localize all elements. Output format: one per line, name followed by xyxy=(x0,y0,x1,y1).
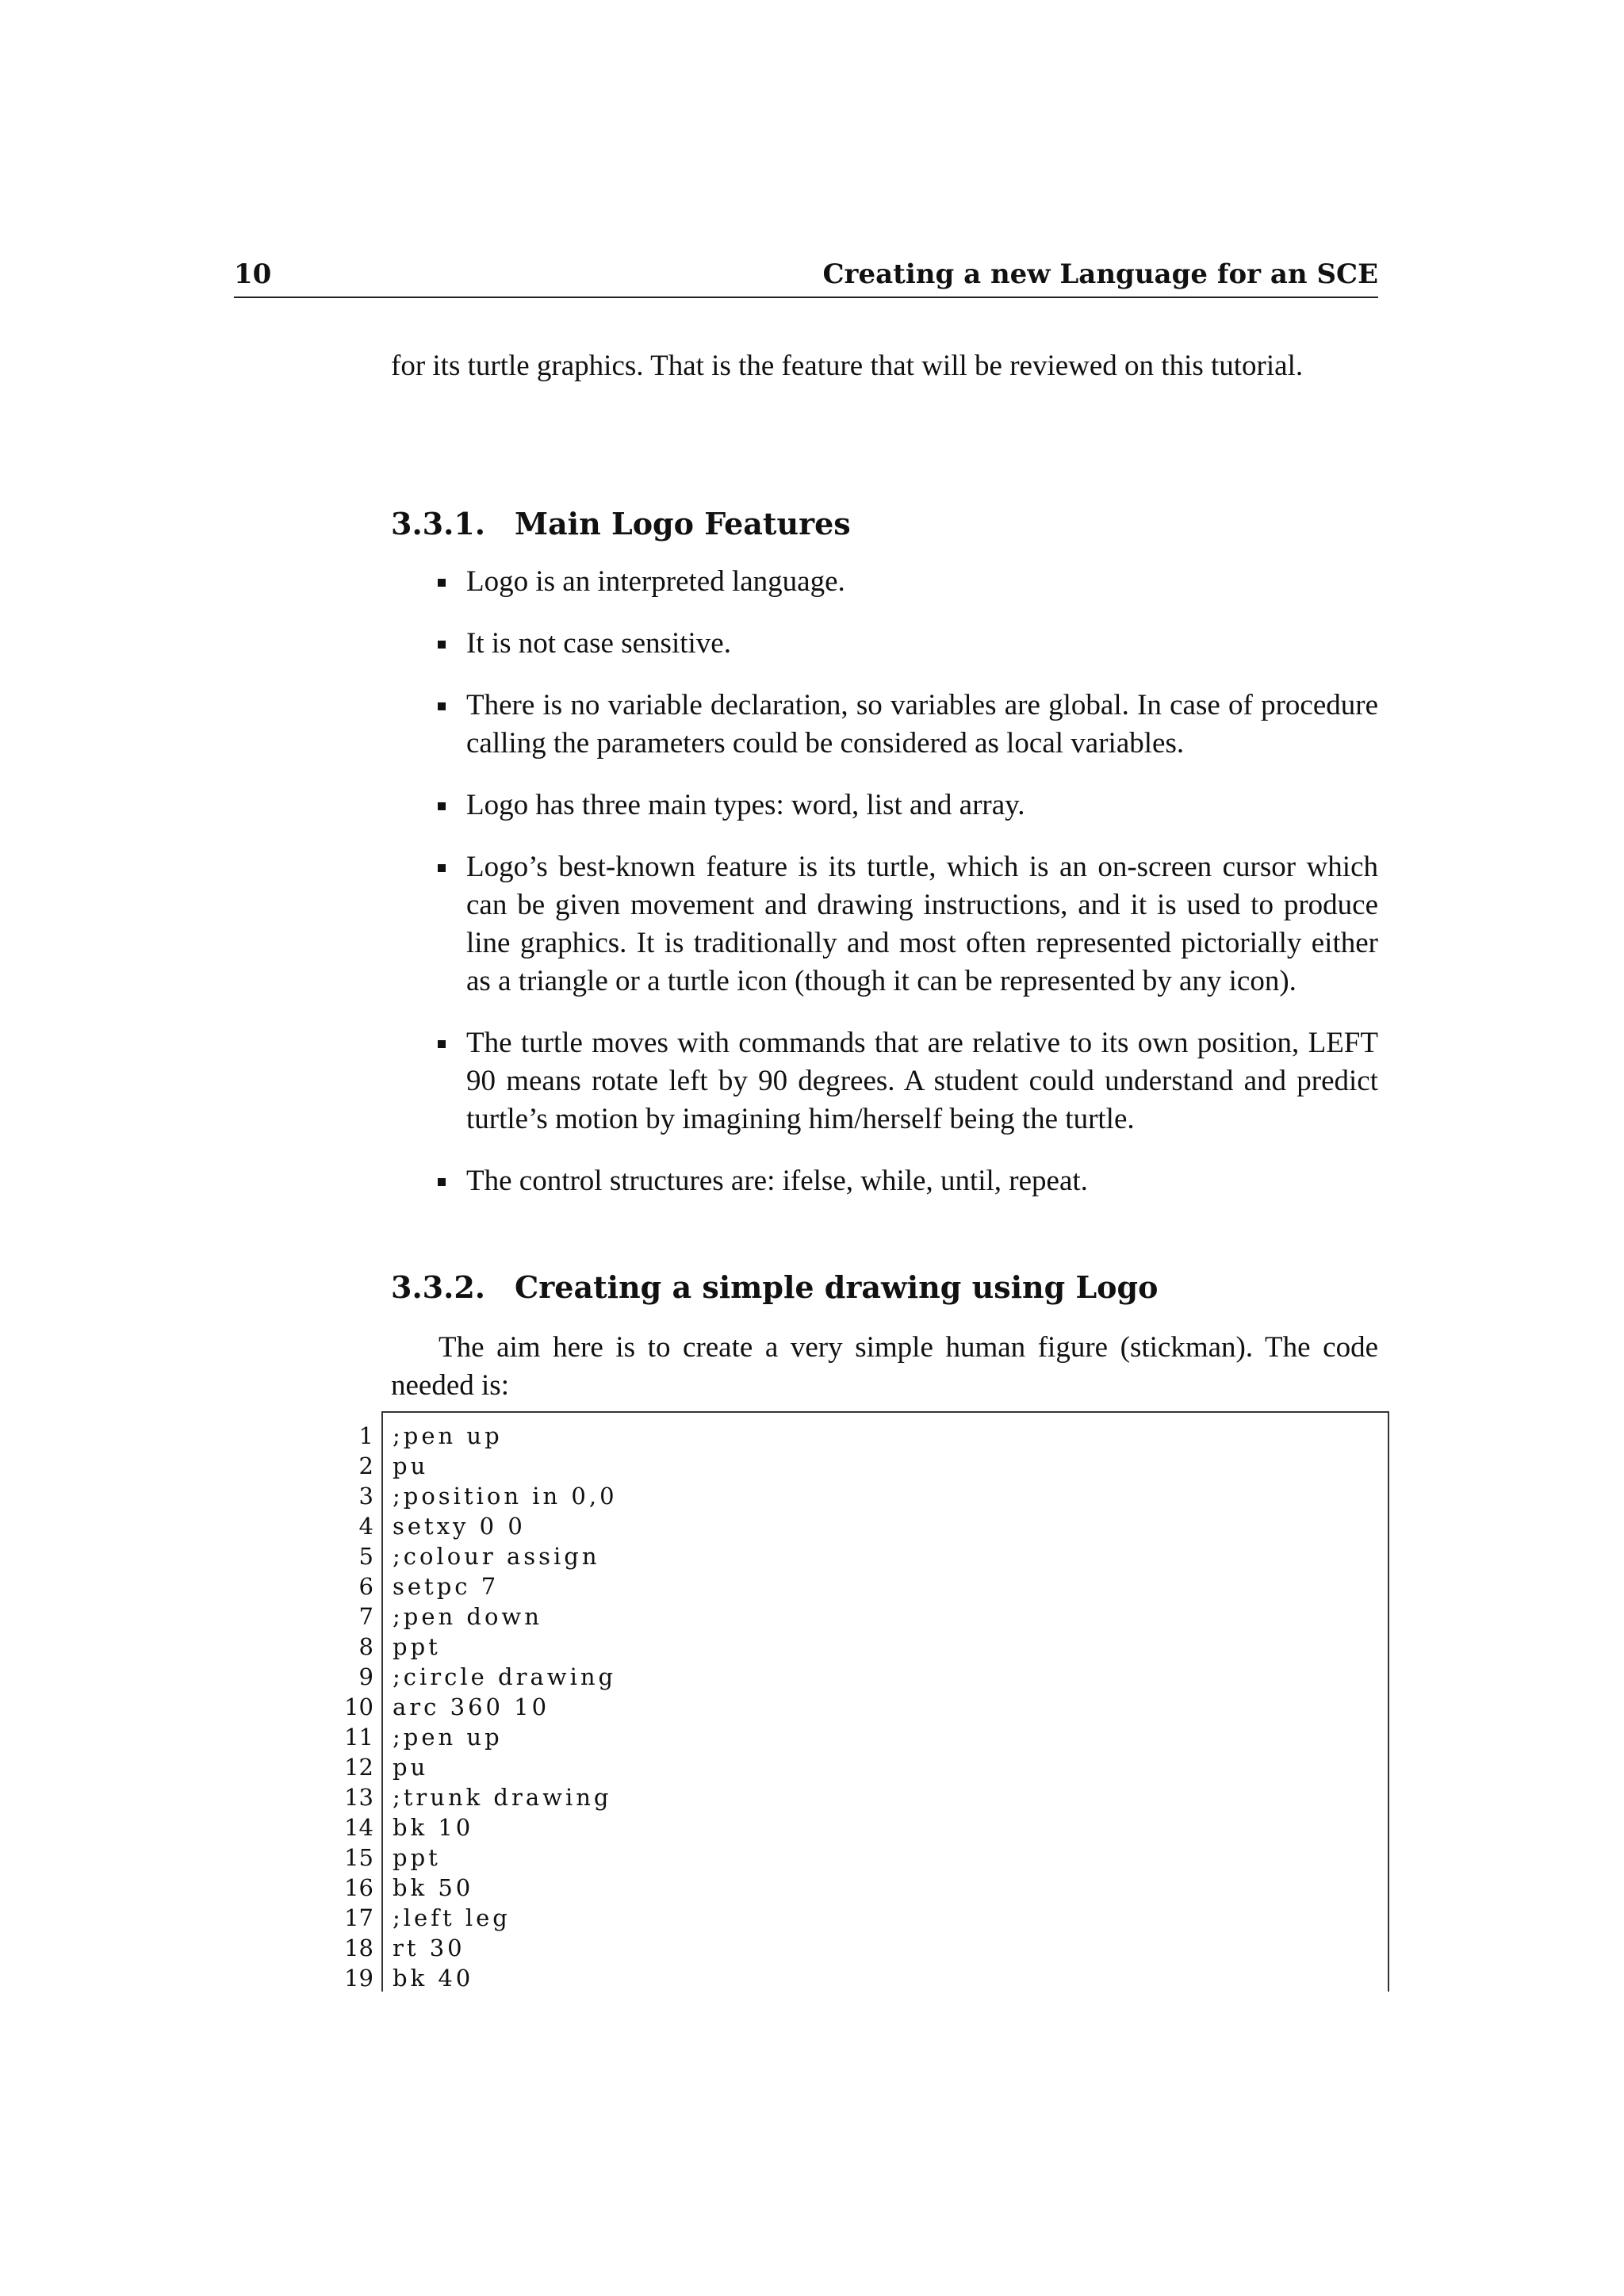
line-number: 13 xyxy=(344,1784,373,1811)
code-text: ppt xyxy=(393,1844,441,1871)
code-text: ppt xyxy=(393,1633,441,1660)
bullet-square-icon xyxy=(438,1040,446,1048)
code-text: ;pen up xyxy=(393,1422,503,1449)
list-item xyxy=(438,563,1378,601)
section-title: Main Logo Features xyxy=(515,506,851,541)
list-item xyxy=(438,625,1378,663)
line-number: 4 xyxy=(358,1513,373,1540)
code-text: setxy 0 0 xyxy=(393,1513,526,1540)
line-number: 7 xyxy=(358,1603,373,1630)
running-title: Creating a new Language for an SCE xyxy=(822,258,1378,290)
section-title: Creating a simple drawing using Logo xyxy=(515,1269,1159,1305)
line-number: 19 xyxy=(344,1965,373,1992)
line-number: 5 xyxy=(358,1543,373,1570)
bullet-text: Logo is an interpreted language. xyxy=(466,565,845,598)
line-number: 8 xyxy=(358,1633,373,1660)
code-text: pu xyxy=(393,1754,429,1781)
code-text: bk 50 xyxy=(393,1874,474,1901)
section-number: 3.3.1. xyxy=(391,506,486,541)
code-text: ;colour assign xyxy=(393,1543,600,1570)
line-number: 1 xyxy=(358,1422,373,1449)
section-heading-main-logo-features xyxy=(391,505,851,543)
list-item xyxy=(438,1162,1378,1200)
line-number: 9 xyxy=(358,1663,373,1690)
intro-paragraph: for its turtle graphics. That is the feature that will be reviewed on this tutorial. xyxy=(391,350,1304,382)
code-text: bk 40 xyxy=(393,1965,474,1992)
code-text: ;circle drawing xyxy=(393,1663,617,1690)
line-number: 14 xyxy=(344,1814,373,1841)
line-number: 16 xyxy=(344,1874,373,1901)
bullet-square-icon xyxy=(438,1178,446,1186)
line-number: 2 xyxy=(358,1452,373,1479)
line-number: 15 xyxy=(344,1844,373,1871)
line-number: 3 xyxy=(358,1483,373,1510)
page-number: 10 xyxy=(234,258,272,290)
code-text: rt 30 xyxy=(393,1934,465,1961)
bullet-square-icon xyxy=(438,579,446,587)
bullet-text: It is not case sensitive. xyxy=(466,627,731,660)
line-number: 11 xyxy=(344,1724,373,1751)
features-bullet-list xyxy=(438,563,1378,1224)
line-number: 10 xyxy=(344,1693,373,1720)
bullet-square-icon xyxy=(438,641,446,649)
bullet-text: Logo has three main types: word, list and array. xyxy=(466,789,1025,821)
code-listing xyxy=(344,1411,1389,1992)
list-item xyxy=(438,1024,1378,1138)
list-item xyxy=(438,687,1378,763)
line-number: 17 xyxy=(344,1904,373,1931)
code-text: bk 10 xyxy=(393,1814,474,1841)
section-heading-creating-drawing xyxy=(391,1269,1158,1307)
code-text: arc 360 10 xyxy=(393,1693,550,1720)
code-text: pu xyxy=(393,1452,429,1479)
line-number: 18 xyxy=(344,1934,373,1961)
bullet-square-icon xyxy=(438,702,446,710)
list-item xyxy=(438,786,1378,825)
bullet-text: There is no variable declaration, so variables are global. In case of procedure calling the parameters could be considered as local variables. xyxy=(466,689,1378,760)
bullet-text: Logo’s best-known feature is its turtle, which is an on-screen cursor which can be given movement and drawing instructions, and it is used to produce line graphics. It is traditionally and most often represented pictorially either as a triangle or a turtle icon (though it can be represented by any icon). xyxy=(466,851,1378,997)
aim-paragraph: The aim here is to create a very simple human figure (stickman). The code needed is: xyxy=(391,1331,1378,1402)
line-number: 6 xyxy=(358,1573,373,1600)
section-number: 3.3.2. xyxy=(391,1269,486,1305)
bullet-text: The turtle moves with commands that are relative to its own position, LEFT 90 means rotate left by 90 degrees. A student could understand and predict turtle’s motion by imagining him/herself being the turtle. xyxy=(466,1027,1378,1135)
code-text: ;trunk drawing xyxy=(393,1784,612,1811)
code-text: ;left leg xyxy=(393,1904,511,1931)
code-text: ;position in 0,0 xyxy=(393,1483,618,1510)
code-text: ;pen up xyxy=(393,1724,503,1751)
bullet-square-icon xyxy=(438,802,446,810)
code-text: ;pen down xyxy=(393,1603,542,1630)
list-item xyxy=(438,848,1378,1001)
page-header xyxy=(234,255,1378,298)
bullet-square-icon xyxy=(438,864,446,872)
bullet-text: The control structures are: ifelse, while, until, repeat. xyxy=(466,1165,1088,1197)
code-text: setpc 7 xyxy=(393,1573,500,1600)
line-number: 12 xyxy=(344,1754,373,1781)
